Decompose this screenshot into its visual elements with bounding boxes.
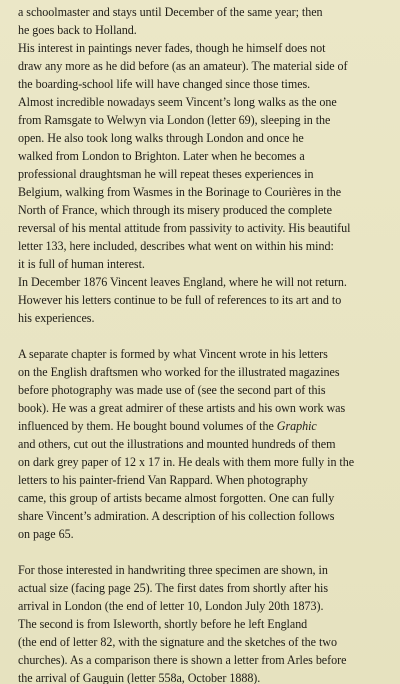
text-line: draw any more as he did before (as an amateur). The material side of [18, 59, 348, 73]
text-line: Almost incredible nowadays seem Vincent’s long walks as the one [18, 95, 337, 109]
text-fragment: influenced by them. He bought bound volumes of the [18, 419, 277, 433]
text-line: In December 1876 Vincent leaves England, where he will not return. [18, 275, 347, 289]
text-line: However his letters continue to be full of references to its art and to [18, 293, 342, 307]
text-line: walked from London to Brighton. Later when he becomes a [18, 149, 305, 163]
text-line: professional draughtsman he will repeat theses experiences in [18, 167, 314, 181]
text-line: on page 65. [18, 527, 74, 541]
text-line: reversal of his mental attitude from passivity to activity. His beautiful [18, 221, 351, 235]
magazine-title: Graphic [276, 419, 317, 433]
text-line: a schoolmaster and stays until December of the same year; then [18, 5, 323, 19]
text-line: North of France, which through its misery produced the complete [18, 203, 332, 217]
text-line: His interest in paintings never fades, though he himself does not [18, 41, 326, 55]
text-line [18, 417, 394, 435]
paragraph-spacer [18, 327, 394, 345]
paragraph-england-years [18, 3, 394, 327]
text-line: his experiences. [18, 311, 95, 325]
paragraph-handwriting-specimens [18, 561, 394, 684]
paragraph-english-draftsmen [18, 345, 394, 543]
text-line: the boarding-school life will have changed since those times. [18, 77, 311, 91]
text-line: the arrival of Gauguin (letter 558a, October 1888). [18, 671, 261, 684]
text-line: For those interested in handwriting three specimen are shown, in [18, 563, 328, 577]
text-line: (the end of letter 82, with the signature and the sketches of the two [18, 635, 337, 649]
text-line: letters to his painter-friend Van Rappard. When photography [18, 473, 308, 487]
text-line: it is full of human interest. [18, 257, 145, 271]
text-line: came, this group of artists became almost forgotten. One can fully [18, 491, 335, 505]
text-line: before photography was made use of (see the second part of this [18, 383, 326, 397]
text-line: arrival in London (the end of letter 10, London July 20th 1873). [18, 599, 324, 613]
text-line: The second is from Isleworth, shortly before he left England [18, 617, 308, 631]
text-line: Belgium, walking from Wasmes in the Borinage to Courières in the [18, 185, 342, 199]
text-line: he goes back to Holland. [18, 23, 137, 37]
text-line: from Ramsgate to Welwyn via London (letter 69), sleeping in the [18, 113, 331, 127]
text-line: letter 133, here included, describes what went on within his mind: [18, 239, 334, 253]
text-line: share Vincent’s admiration. A description of his collection follows [18, 509, 335, 523]
text-line: churches). As a comparison there is shown a letter from Arles before [18, 653, 347, 667]
text-line: and others, cut out the illustrations and mounted hundreds of them [18, 437, 336, 451]
text-line: on dark grey paper of 12 x 17 in. He deals with them more fully in the [18, 455, 355, 469]
text-line: actual size (facing page 25). The first dates from shortly after his [18, 581, 329, 595]
text-line: open. He also took long walks through London and once he [18, 131, 304, 145]
paragraph-spacer [18, 543, 394, 561]
text-line: book). He was a great admirer of these artists and his own work was [18, 401, 346, 415]
text-line: A separate chapter is formed by what Vincent wrote in his letters [18, 347, 328, 361]
text-line: on the English draftsmen who worked for the illustrated magazines [18, 365, 340, 379]
